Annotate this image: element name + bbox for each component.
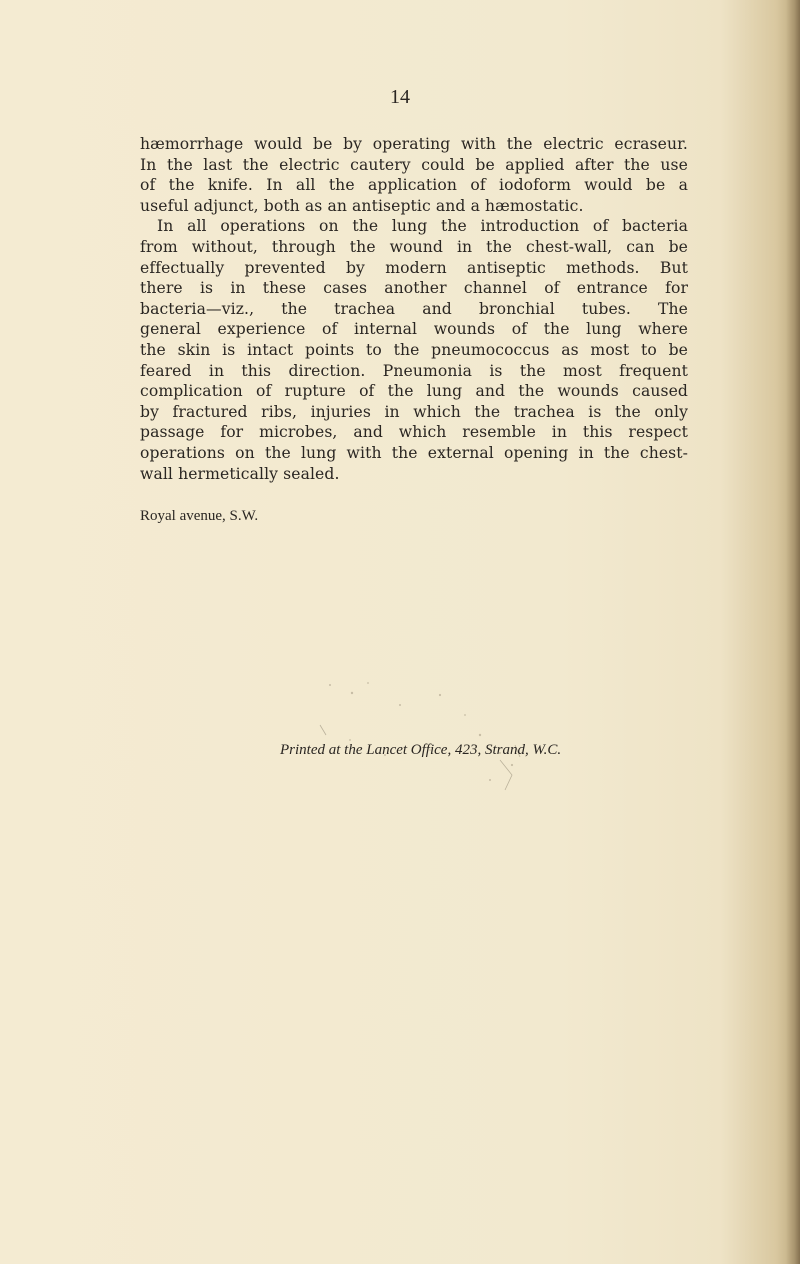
- text-line: operations on the lung with the external opening in the chest-: [140, 443, 688, 462]
- text-line: there is in these cases another channel of entrance for: [140, 279, 688, 298]
- text-line: passage for microbes, and which resemble in this respect: [140, 423, 688, 442]
- printer-imprint: Printed at the Lancet Office, 423, Strand, W.C.: [280, 742, 562, 758]
- text-line: hæmorrhage would be by operating with the electric ecraseur.: [140, 135, 688, 153]
- text-line: useful adjunct, both as an antiseptic and a hæmostatic.: [140, 196, 584, 215]
- text-line: by fractured ribs, injuries in which the trachea is the only: [140, 402, 688, 421]
- text-line: the skin is intact points to the pneumococcus as most to be: [140, 340, 688, 359]
- text-line: wall hermetically sealed.: [140, 464, 340, 483]
- text-line: complication of rupture of the lung and the wounds caused: [140, 382, 688, 401]
- text-line: general experience of internal wounds of the lung where: [140, 320, 688, 339]
- paragraph-2: [140, 216, 688, 484]
- body-text: [140, 134, 688, 484]
- text-line: In the last the electric cautery could be applied after the use: [140, 155, 688, 174]
- text-line: from without, through the wound in the chest-wall, can be: [140, 237, 688, 256]
- text-line: effectually prevented by modern antiseptic methods. But: [140, 258, 688, 277]
- bleed-through-marks: [290, 665, 550, 800]
- text-line: of the knife. In all the application of iodoform would be a: [140, 176, 688, 195]
- text-line: In all operations on the lung the introduction of bacteria: [157, 217, 688, 236]
- paragraph-1: [140, 134, 688, 216]
- text-line: feared in this direction. Pneumonia is the most frequent: [140, 361, 688, 380]
- page-number: 14: [390, 86, 410, 108]
- text-line: bacteria—viz., the trachea and bronchial tubes. The: [140, 299, 688, 318]
- author-address: Royal avenue, S.W.: [140, 508, 259, 524]
- page-edge-shadow: [786, 0, 800, 1264]
